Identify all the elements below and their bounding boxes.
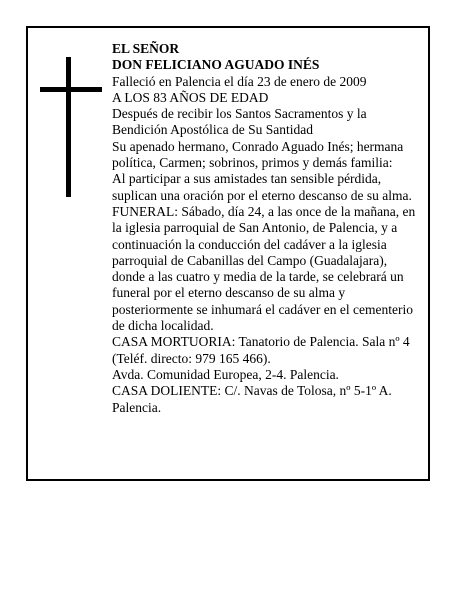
age-line: A LOS 83 AÑOS DE EDAD	[112, 89, 269, 105]
obituary-text	[112, 41, 420, 416]
mourning-house-paragraph: CASA DOLIENTE: C/. Navas de Tolosa, nº 5-1º A. Palencia.	[112, 383, 392, 415]
family-paragraph: Su apenado hermano, Conrado Aguado Inés; hermana política, Carmen; sobrinos, primos y demás familia:	[112, 138, 404, 171]
funeral-paragraph: FUNERAL: Sábado, día 24, a las once de la mañana, en la iglesia parroquial de San Antonio, de Palencia, y a continuación la conducción del cadáver a la iglesia parroquial de Cabanillas del Campo (Guadalajara), donde a las cuatro y media de la tarde, se celebrará un funeral por el eterno descanso de su alma y posteriormente se inhumará el cadáver en el cementerio de dicha localidad.	[112, 203, 416, 334]
sacraments-paragraph: Después de recibir los Santos Sacramentos y la Bendición Apostólica de Su Santidad	[112, 106, 367, 138]
address-line: Avda. Comunidad Europea, 2-4. Palencia.	[112, 366, 339, 382]
cross-horizontal-bar	[40, 87, 102, 92]
deceased-name: DON FELICIANO AGUADO INÉS	[112, 57, 320, 73]
cross-vertical-bar	[66, 57, 71, 197]
title-line-1: EL SEÑOR	[112, 41, 180, 56]
request-paragraph: Al participar a sus amistades tan sensible pérdida, suplican una oración por el eterno descanso de su alma.	[112, 171, 412, 203]
cross-icon	[40, 57, 102, 197]
obituary-notice	[26, 26, 430, 481]
death-info: Falleció en Palencia el día 23 de enero de 2009	[112, 73, 367, 89]
mortuary-paragraph: CASA MORTUORIA: Tanatorio de Palencia. Sala nº 4 (Teléf. directo: 979 165 466).	[112, 334, 410, 366]
